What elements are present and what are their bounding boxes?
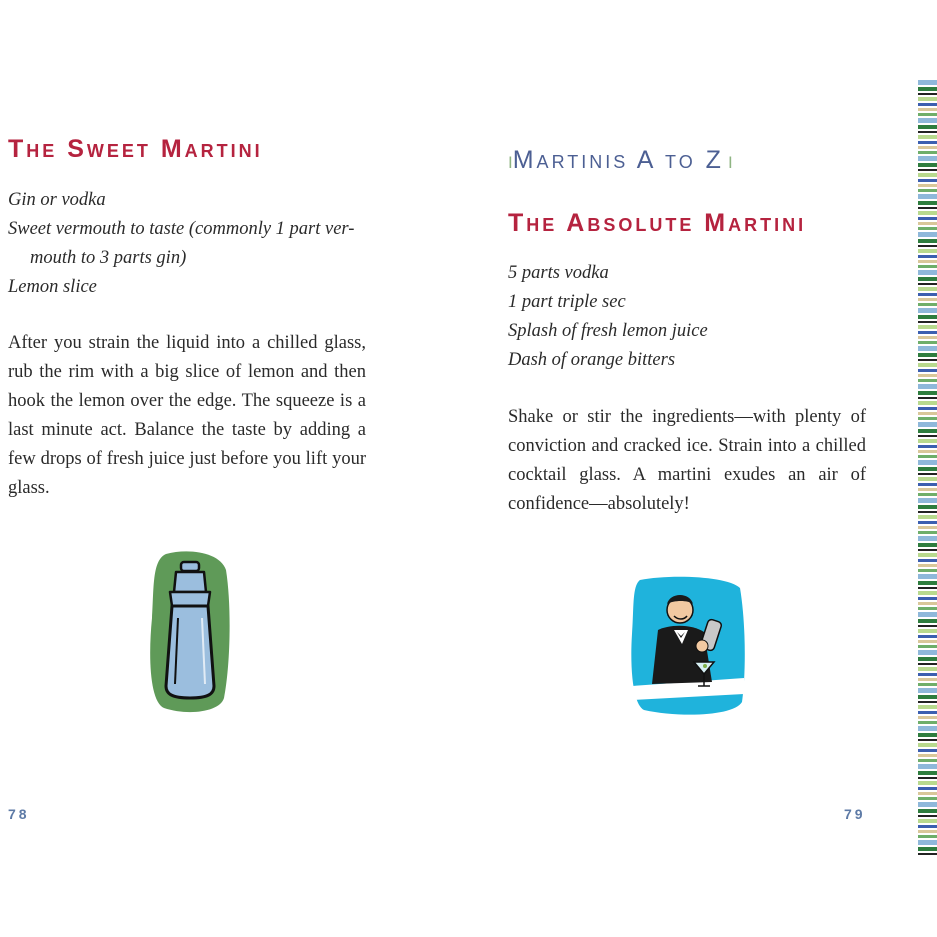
- ingredient-item: Splash of fresh lemon juice: [508, 321, 708, 341]
- ingredient-item: 5 parts vodka: [508, 263, 609, 283]
- ingredient-list: [508, 259, 708, 375]
- ingredient-item: Dash of orange bitters: [508, 350, 676, 370]
- page-number: 78: [8, 806, 30, 822]
- recipe-title: The Sweet Martini: [8, 135, 263, 163]
- running-header: [508, 146, 733, 175]
- ingredient-list: [8, 186, 354, 302]
- edge-stripe-decoration: [918, 80, 937, 857]
- bartender-shaking-icon: [630, 574, 746, 721]
- ingredient-item: Lemon slice: [8, 277, 97, 297]
- recipe-title: The Absolute Martini: [508, 209, 807, 237]
- right-page: [470, 0, 937, 937]
- recipe-instructions: After you strain the liquid into a chilled glass, rub the rim with a big slice of lemon and then hook the lemon over the edge. The squeeze is a last minute act. Balance the taste by adding a few drops of fresh juice just before you lift your glass.: [8, 333, 366, 498]
- cocktail-shaker-icon: [148, 548, 232, 719]
- ingredient-item-continued: mouth to 3 parts gin): [30, 248, 187, 268]
- header-ornament-right: ı: [727, 147, 733, 174]
- running-header-title: Martinis A to Z: [512, 146, 724, 174]
- ingredient-item: 1 part triple sec: [508, 292, 626, 312]
- ingredient-item: Sweet vermouth to taste (commonly 1 part ver-: [8, 219, 355, 239]
- recipe-instructions: Shake or stir the ingredients—with plenty of conviction and cracked ice. Strain into a chilled cocktail glass. A martini exudes an air of confidence—absolutely!: [508, 407, 866, 514]
- header-ornament-left: ı: [508, 147, 513, 174]
- ingredient-item: Gin or vodka: [8, 190, 106, 210]
- page-number: 79: [844, 806, 866, 822]
